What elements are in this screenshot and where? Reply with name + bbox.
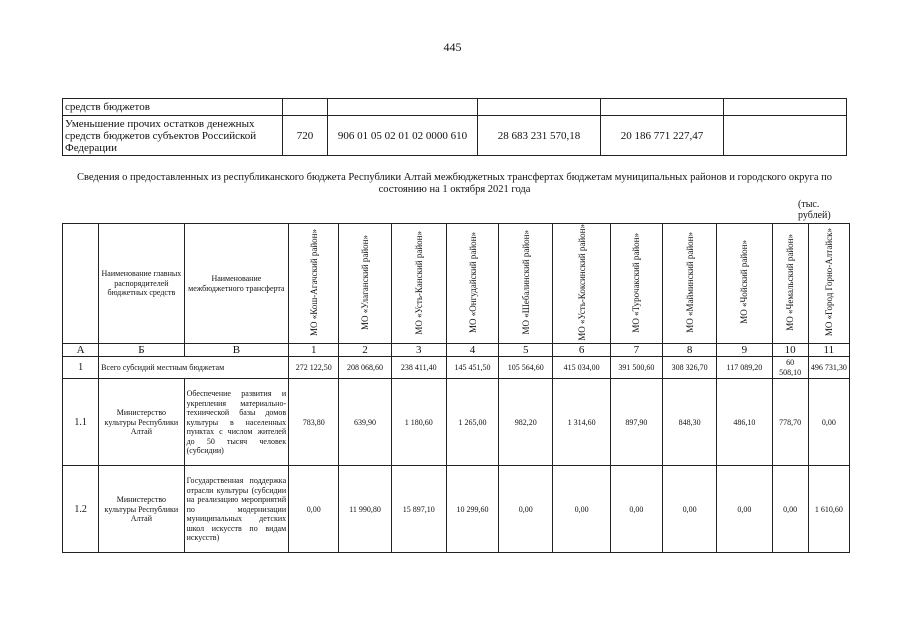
- cell-value: 272 122,50: [289, 357, 339, 379]
- district-label: МО «Город Горно-Алтайск»: [823, 228, 834, 337]
- table-row: [63, 116, 847, 156]
- row-ministry: Министерство культуры Республики Алтай: [99, 466, 184, 553]
- header-empty: [63, 224, 99, 344]
- district-label: МО «Шебалинский район»: [520, 230, 531, 335]
- col-number: 6: [553, 344, 610, 357]
- column-numbers-row: [63, 344, 850, 357]
- col-letter-v: В: [184, 344, 289, 357]
- cell-value: 60 508,10: [772, 357, 808, 379]
- cell-value: 145 451,50: [446, 357, 498, 379]
- row-code: 720: [283, 116, 328, 156]
- cell-value: 15 897,10: [391, 466, 446, 553]
- row-name: средств бюджетов: [63, 99, 283, 116]
- cell-value: 0,00: [499, 466, 553, 553]
- row-index: 1.2: [63, 466, 99, 553]
- header-district-8: [662, 224, 716, 344]
- col-number: 10: [772, 344, 808, 357]
- cell-value: 783,80: [289, 379, 339, 466]
- cell-value: 415 034,00: [553, 357, 610, 379]
- col-number: 3: [391, 344, 446, 357]
- col-number: 2: [339, 344, 391, 357]
- row-transfer: Государственная поддержка отрасли культуры (субсидии на реализацию мероприятий по модернизации муниципальных детских школ искусств по видам искусств): [184, 466, 289, 553]
- section-heading: Сведения о предоставленных из республиканского бюджета Республики Алтай межбюджетных трансфертах бюджетам муниципальных районов и городского округа по состоянию на 1 октября 2021 года: [76, 172, 832, 195]
- header-district-2: [339, 224, 391, 344]
- col-number: 8: [662, 344, 716, 357]
- cell-value: 0,00: [289, 466, 339, 553]
- header-district-7: [610, 224, 662, 344]
- units-label: (тыс. рублей): [798, 199, 831, 221]
- row-value-plan: [478, 99, 601, 116]
- header-district-10: [772, 224, 808, 344]
- cell-value: 208 068,60: [339, 357, 391, 379]
- header-district-5: [499, 224, 553, 344]
- row-empty: [724, 116, 847, 156]
- header-district-6: [553, 224, 610, 344]
- row-kbk: 906 01 05 02 01 02 0000 610: [328, 116, 478, 156]
- header-transfer-name: Наименование межбюджетного трансферта: [184, 224, 289, 344]
- header-row: [63, 224, 850, 344]
- district-label: МО «Турочакский район»: [631, 232, 642, 333]
- district-label: МО «Кош-Агачский район»: [308, 228, 319, 336]
- sources-table-fragment: [62, 98, 847, 156]
- row-name: Уменьшение прочих остатков денежных средств бюджетов субъектов Российской Федерации: [63, 116, 283, 156]
- cell-value: 11 990,80: [339, 466, 391, 553]
- page-number: 445: [443, 40, 462, 54]
- header-district-11: [808, 224, 849, 344]
- row-index: 1: [63, 357, 99, 379]
- table-row: [63, 466, 850, 553]
- col-letter-a: А: [63, 344, 99, 357]
- cell-value: 308 326,70: [662, 357, 716, 379]
- header-district-9: [717, 224, 772, 344]
- cell-value: 778,70: [772, 379, 808, 466]
- row-code: [283, 99, 328, 116]
- row-value-fact: [601, 99, 724, 116]
- cell-value: 105 564,60: [499, 357, 553, 379]
- cell-value: 982,20: [499, 379, 553, 466]
- table-row-total: [63, 357, 850, 379]
- col-number: 7: [610, 344, 662, 357]
- row-label: Всего субсидий местным бюджетам: [99, 357, 289, 379]
- cell-value: 117 089,20: [717, 357, 772, 379]
- row-ministry: Министерство культуры Республики Алтай: [99, 379, 184, 466]
- header-district-1: [289, 224, 339, 344]
- cell-value: 496 731,30: [808, 357, 849, 379]
- cell-value: 238 411,40: [391, 357, 446, 379]
- row-kbk: [328, 99, 478, 116]
- district-label: МО «Чемальский район»: [785, 234, 796, 331]
- cell-value: 1 610,60: [808, 466, 849, 553]
- table-row: [63, 99, 847, 116]
- transfers-table: [62, 223, 850, 553]
- col-letter-b: Б: [99, 344, 184, 357]
- row-transfer: Обеспечение развития и укрепления материально-технической базы домов культуры в населенных пунктах с числом жителей до 50 тысяч человек (субсидии): [184, 379, 289, 466]
- cell-value: 0,00: [553, 466, 610, 553]
- cell-value: 0,00: [610, 466, 662, 553]
- cell-value: 1 314,60: [553, 379, 610, 466]
- district-label: МО «Усть-Коксинский район»: [576, 224, 587, 341]
- col-number: 1: [289, 344, 339, 357]
- district-label: МО «Онгудайский район»: [467, 231, 478, 333]
- cell-value: 0,00: [662, 466, 716, 553]
- cell-value: 486,10: [717, 379, 772, 466]
- col-number: 11: [808, 344, 849, 357]
- header-district-4: [446, 224, 498, 344]
- cell-value: 0,00: [808, 379, 849, 466]
- cell-value: 897,90: [610, 379, 662, 466]
- cell-value: 639,90: [339, 379, 391, 466]
- cell-value: 391 500,60: [610, 357, 662, 379]
- row-empty: [724, 99, 847, 116]
- district-label: МО «Усть-Канский район»: [413, 230, 424, 335]
- row-value-plan: 28 683 231 570,18: [478, 116, 601, 156]
- cell-value: 1 180,60: [391, 379, 446, 466]
- cell-value: 0,00: [717, 466, 772, 553]
- cell-value: 10 299,60: [446, 466, 498, 553]
- row-index: 1.1: [63, 379, 99, 466]
- row-value-fact: 20 186 771 227,47: [601, 116, 724, 156]
- col-number: 4: [446, 344, 498, 357]
- col-number: 5: [499, 344, 553, 357]
- col-number: 9: [717, 344, 772, 357]
- district-label: МО «Чойский район»: [739, 240, 750, 325]
- district-label: МО «Майминский район»: [684, 232, 695, 333]
- table-row: [63, 379, 850, 466]
- cell-value: 848,30: [662, 379, 716, 466]
- district-label: МО «Улаганский район»: [360, 234, 370, 330]
- header-district-3: [391, 224, 446, 344]
- cell-value: 0,00: [772, 466, 808, 553]
- header-main-manager: Наименование главных распорядителей бюджетных средств: [99, 224, 184, 344]
- cell-value: 1 265,00: [446, 379, 498, 466]
